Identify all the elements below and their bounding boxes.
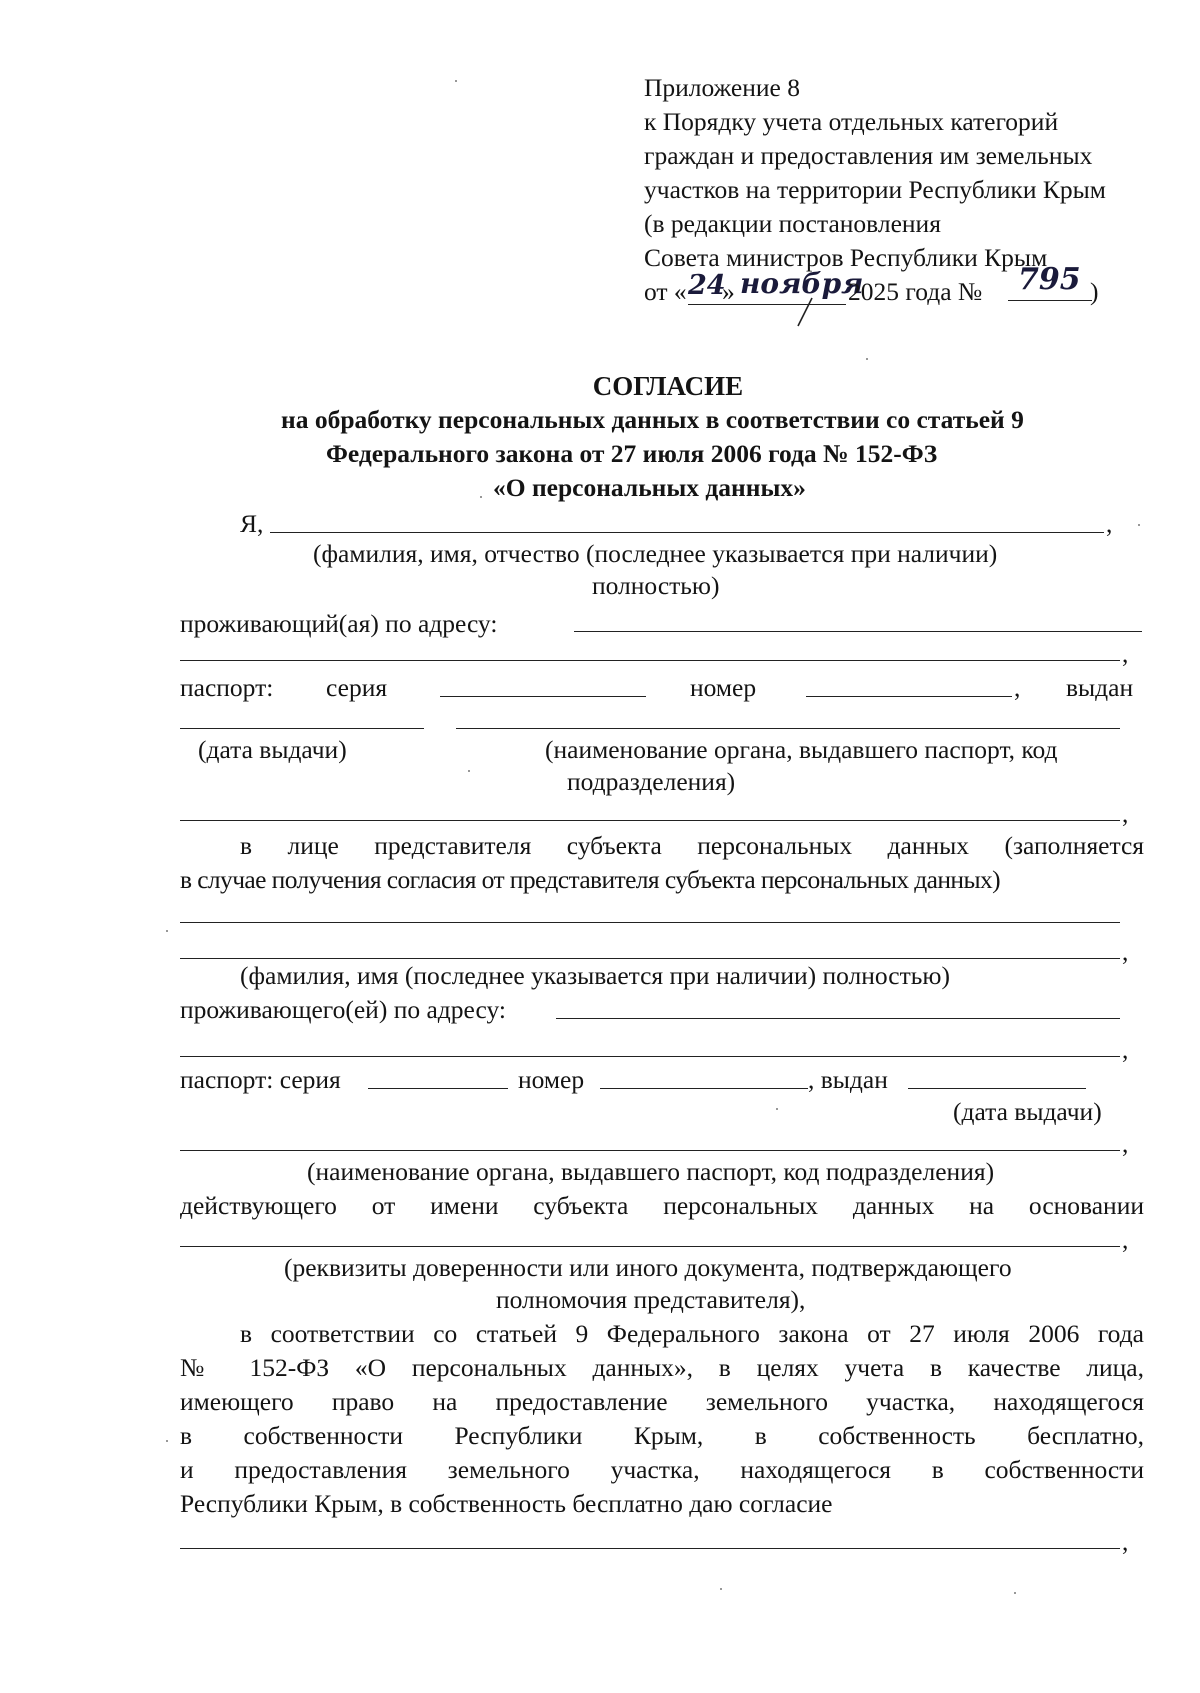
authority-doc-hint-2: полномочия представителя), (496, 1285, 806, 1314)
fio-hint: (фамилия, имя, отчество (последнее указывается при наличии) (313, 539, 998, 568)
appendix-line: к Порядку учета отдельных категорий (644, 107, 1059, 136)
address-field-2[interactable] (180, 660, 1120, 661)
fio-field[interactable] (270, 532, 1104, 533)
consent-text: в соответствии со статьей 9 Федерального закона от 27 июля 2006 года (240, 1319, 1144, 1348)
rep-address-field-2[interactable] (180, 1056, 1120, 1057)
rep-issuer-hint: (наименование органа, выдавшего паспорт, код подразделения) (307, 1157, 995, 1186)
rep-issuer-field[interactable] (180, 1150, 1120, 1151)
appendix-date-year: 2025 года № (848, 277, 983, 306)
rep-issued-label: , выдан (808, 1065, 888, 1094)
scan-speck (776, 1108, 778, 1110)
scan-speck (866, 358, 868, 360)
address-label: проживающий(ая) по адресу: (180, 609, 498, 638)
consent-text-line: имеющего право на предоставление земельного участка, находящегося (180, 1387, 1144, 1416)
appendix-line: участков на территории Республики Крым (644, 175, 1106, 204)
consent-operator-field[interactable] (180, 1548, 1120, 1549)
fio-hint-2: полностью) (592, 571, 720, 600)
scan-speck (455, 80, 457, 82)
number-underline (1008, 300, 1092, 301)
appendix-line: граждан и предоставления им земельных (644, 141, 1093, 170)
scan-speck (468, 770, 470, 772)
rep-address-field[interactable] (556, 1018, 1120, 1019)
representative-text-2: в случае получения согласия от представителя субъекта персональных данных) (180, 865, 1001, 894)
issue-date-field[interactable] (180, 728, 424, 729)
acting-text: действующего от имени субъекта персональных данных на основании (180, 1191, 1144, 1220)
address-field[interactable] (574, 631, 1142, 632)
issue-date-hint: (дата выдачи) (198, 735, 347, 764)
appendix-line: (в редакции постановления (644, 209, 941, 238)
scan-speck (480, 496, 482, 498)
document-title: СОГЛАСИЕ (592, 371, 744, 401)
issuer-hint: (наименование органа, выдавшего паспорт, код (545, 735, 1058, 764)
passport-label: паспорт: (180, 673, 274, 702)
document-subtitle-2: Федерального закона от 27 июля 2006 года № 152-ФЗ (326, 439, 938, 468)
handwritten-month: ноября (740, 267, 864, 300)
consent-text-line: в собственности Республики Крым, в собственность бесплатно, (180, 1421, 1144, 1450)
rep-passport-label: паспорт: серия (180, 1065, 341, 1094)
rep-address-label: проживающего(ей) по адресу: (180, 995, 506, 1024)
number-field[interactable] (806, 696, 1012, 697)
scan-speck (1138, 524, 1140, 526)
document-subtitle-3: «О персональных данных» (493, 473, 806, 502)
date-underline (688, 304, 846, 305)
document-subtitle-1: на обработку персональных данных в соответствии со статьей 9 (281, 405, 1024, 434)
consent-text-line: и предоставления земельного участка, находящегося в собственности (180, 1455, 1144, 1484)
rep-fio-hint: (фамилия, имя (последнее указывается при наличии) полностью) (240, 961, 950, 990)
rep-number-label: номер (518, 1065, 585, 1094)
handwritten-number: 795 (1018, 262, 1081, 297)
series-label: серия (326, 673, 388, 702)
scan-speck (720, 1588, 722, 1590)
appendix-line: Совета министров Республики Крым (644, 243, 1048, 272)
rep-series-field[interactable] (368, 1088, 508, 1089)
rep-number-field[interactable] (600, 1088, 808, 1089)
scan-speck (1014, 1592, 1016, 1594)
handwritten-day: 24 (688, 270, 726, 301)
appendix-date-suffix: ) (1090, 277, 1099, 306)
signature-stroke (790, 296, 820, 328)
appendix-title: Приложение 8 (644, 73, 800, 102)
rep-field-2[interactable] (180, 958, 1120, 959)
rep-issue-date-hint: (дата выдачи) (953, 1097, 1102, 1126)
authority-doc-field[interactable] (180, 1246, 1120, 1247)
issuer-hint-2: подразделения) (567, 767, 736, 796)
issued-label: выдан (1066, 673, 1134, 702)
appendix-date-prefix: от « (644, 277, 687, 306)
rep-issue-date-field[interactable] (908, 1088, 1086, 1089)
series-field[interactable] (440, 696, 646, 697)
scan-speck (166, 930, 168, 932)
document-page: Приложение 8 к Порядку учета отдельных категорий граждан и предоставления им земельных участков на территории Республики Крым (в редакции постановления Совета министров Республики Крым от « 24 » ноября 2025 года № 795 ) СОГЛАСИЕ на обработку персональных данных в соответствии со статьей 9 Федерального закона от 27 июля 2006 года № 152-ФЗ «О персональных данных» Я, , (фамилия, имя, отчество (последнее указывается при наличии) полностью) проживающий(ая) по адресу: , паспорт: серия номер , выдан (дата выдачи) (наименование органа, выдавшего паспорт, код подразделения) , в лице представителя субъекта персональных данных (заполняется в случае получения согласия от представителя субъекта персональных данных) , (фамилия, имя (последнее указывается при наличии) полностью) проживающего(ей) по адресу: , паспорт: серия номер , выдан (дата выдачи) , (наименование органа, выдавшего паспорт, код подразделения) действующего от имени субъекта персональных данных на основании , (реквизиты доверенности или иного документа, подтверждающего полномочия представителя), в соответствии со статьей 9 Федерального закона от 27 июля 2006 года № 152-ФЗ «О персональных данных», в целях учета в качестве лица, имеющего право на предоставление земельного участка, находящегося в собственности Республики Крым, в собственность бесплатно, и предоставления земельного участка, находящегося в собственности Республики Крым, в собственность бесплатно даю согласие , (0, 0, 1200, 1693)
representative-text: в лице представителя субъекта персональных данных (заполняется (240, 831, 1144, 860)
issuer-field[interactable] (456, 728, 1120, 729)
authority-doc-hint: (реквизиты доверенности или иного документа, подтверждающего (284, 1253, 1012, 1282)
consent-text-line: № 152-ФЗ «О персональных данных», в целях учета в качестве лица, (180, 1353, 1144, 1382)
scan-speck (166, 1440, 168, 1442)
consent-text-last: Республики Крым, в собственность бесплатно даю согласие (180, 1489, 833, 1518)
rep-field[interactable] (180, 922, 1120, 923)
number-label: номер (690, 673, 757, 702)
ya-label: Я, (240, 509, 264, 538)
issuer-field-2[interactable] (180, 820, 1120, 821)
